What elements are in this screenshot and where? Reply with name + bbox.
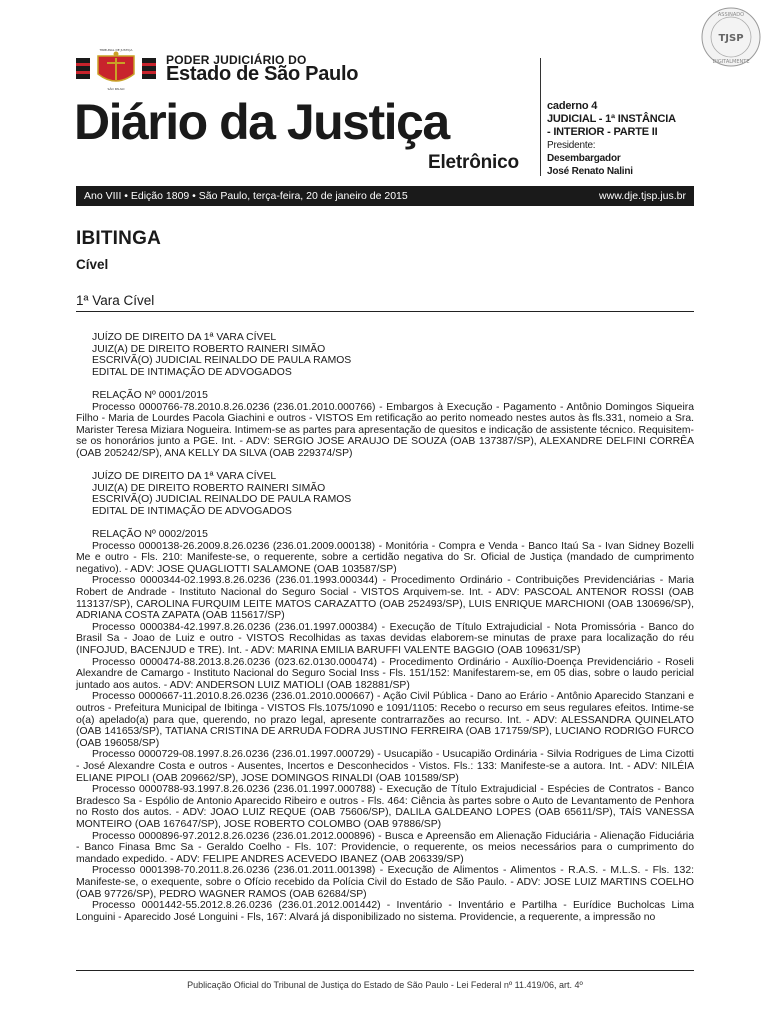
presidente-label: Presidente: — [547, 140, 596, 151]
svg-text:TJSP: TJSP — [718, 33, 744, 44]
process-entry: Processo 0000766-78.2010.8.26.0236 (236.01.2010.000766) - Embargos à Execução - Pagamento - Antônio Domingos Siqueira Filho - Maria de Lourdes Pacola Giachini e outros - VISTOS Em retificação ao perito nomeado nestes autos às fls.331, nomeio a Sra. Marister Teresa Miziara Nogueira. Intimem-se as partes para apresentação de quesitos e indicação de assistente técnico. Requisitem-se os honorários junto a PGE. Int. - ADV: SERGIO JOSE ARAUJO DE SOUZA (OAB 137387/SP), ALEXANDRE DELFINI CORRÊA (OAB 205242/SP), ANA KELLY DA SILVA (OAB 229374/SP) — [76, 401, 694, 459]
block-header-line: JUIZ(A) DE DIREITO ROBERTO RAINERI SIMÃO — [92, 343, 326, 355]
process-entry: Processo 0000896-97.2012.8.26.0236 (236.01.2012.000896) - Busca e Apreensão em Alienação Fiduciária - Alienação Fiduciária - Banco Finasa Bmc Sa - Geraldo Coelho - Fls. 107: Providencie, o requerente, os meios necessários para o cumprimento do mandado expedido. - ADV: FELIPE ANDRES ACEVEDO IBANEZ (OAB 206339/SP) — [76, 830, 694, 865]
caderno-number: caderno 4 — [547, 100, 598, 112]
process-entry: Processo 0000384-42.1997.8.26.0236 (236.01.1997.000384) - Execução de Título Extrajudicial - Nota Promissória - Banco do Brasil Sa - Joao de Luiz e outro - VISTOS Recolhidas as taxas devidas elaborem-se minutas de praxe para localização do réu (INFOJUD, BACENJUD e TRE). Int. - ADV: MARINA EMILIA BARUFFI VALENTE BAGGIO (OAB 109631/SP) — [76, 621, 694, 657]
edition-bar — [76, 186, 694, 206]
process-entry: Processo 0000344-02.1993.8.26.0236 (236.01.1993.000344) - Procedimento Ordinário - Contribuições Previdenciárias - Maria Robert de Andrade - Instituto Nacional do Seguro Social - VISTOS Arquivem-se. Int. - ADV: PASCOAL ANTENOR ROSSI (OAB 113137/SP), CAROLINA FURQUIM LEITE MATOS CARAZATTO (OAB 252493/SP), LUIS ENRIQUE MARCHIONI (OAB 130696/SP), ADRIANA COSTA ZAPATA (OAB 115617/SP) — [76, 575, 694, 622]
footer-divider — [76, 970, 694, 971]
journal-title: Diário da Justiça — [74, 94, 449, 150]
site-link[interactable]: www.dje.tjsp.jus.br — [599, 190, 686, 202]
poder-judiciario-label: PODER JUDICIÁRIO DO — [166, 53, 307, 67]
process-entry: Processo 0000788-93.1997.8.26.0236 (236.01.1997.000788) - Execução de Título Extrajudicial - Espécies de Contratos - Banco Bradesco Sa - Espólio de Antonio Aparecido Ribeiro e outros - Fls. 464: Ciência às partes sobre o Auto de Levantamento de Penhora no Rosto dos autos. - ADV: JOAO LUIZ REQUE (OAB 75606/SP), DALILA GALDEANO LOPES (OAB 65611/SP), TAÍS VANESSA MONTEIRO (OAB 167647/SP), JOSE ROBERTO COLOMBO (OAB 97886/SP) — [76, 784, 694, 830]
block-header-line: EDITAL DE INTIMAÇÃO DE ADVOGADOS — [92, 505, 292, 517]
process-entry: Processo 0000138-26.2009.8.26.0236 (236.01.2009.000138) - Monitória - Compra e Venda - Banco Itaú Sa - Ivan Sidney Bozelli Me e outro - Fls. 210: Manifeste-se, o requerente, sobre a certidão negativa do Sr. Oficial de Justiça (mandado de cumprimento negativo). - ADV: JOSE QUAGLIOTTI SALAMONE (OAB 103587/SP) — [76, 540, 694, 575]
masthead-divider — [540, 58, 541, 176]
presidente-title: Desembargador — [547, 153, 621, 164]
edition-info: Ano VIII • Edição 1809 • São Paulo, terça-feira, 20 de janeiro de 2015 — [84, 190, 408, 202]
city-heading: IBITINGA — [76, 228, 161, 249]
block-header-line: ESCRIVÃ(O) JUDICIAL REINALDO DE PAULA RAMOS — [92, 355, 352, 367]
tjsp-coat-of-arms-icon — [76, 46, 156, 92]
block-header-line: JUÍZO DE DIREITO DA 1ª VARA CÍVEL — [92, 332, 277, 343]
digital-signature-seal-icon — [700, 6, 762, 68]
footer-note: Publicação Oficial do Tribunal de Justiça do Estado de São Paulo - Lei Federal nº 11.419/06, art. 4º — [187, 980, 583, 990]
svg-text:SÃO PAULO: SÃO PAULO — [107, 87, 125, 91]
block-header-line: EDITAL DE INTIMAÇÃO DE ADVOGADOS — [92, 366, 292, 378]
process-entry: Processo 0001398-70.2011.8.26.0236 (236.01.2011.001398) - Execução de Alimentos - Alimentos - R.A.S. - M.L.S. - Fls. 132: Manifeste-se, o exequente, sobre o Ofício recebido da Polícia Civil do Estado de São Paulo. - ADV: JOSE LUIZ MARTINS COELHO (OAB 97726/SP), PEDRO WAGNER RAMOS (OAB 62684/SP) — [76, 865, 694, 900]
svg-text:DIGITALMENTE: DIGITALMENTE — [712, 59, 750, 65]
caderno-desc-2: - INTERIOR - PARTE II — [547, 126, 658, 138]
vara-heading: 1ª Vara Cível — [76, 293, 155, 308]
presidente-name: José Renato Nalini — [547, 166, 633, 177]
section-type: Cível — [76, 257, 109, 272]
publication-body — [76, 332, 694, 923]
caderno-desc-1: JUDICIAL - 1ª INSTÂNCIA — [547, 113, 676, 125]
svg-text:TRIBUNAL DE JUSTIÇA: TRIBUNAL DE JUSTIÇA — [99, 48, 133, 52]
process-entry: Processo 0001442-55.2012.8.26.0236 (236.01.2012.001442) - Inventário - Inventário e Partilha - Eurídice Bucholcas Lima Longuini - Aparecido José Longuini - Fls, 167: Alvará já disponibilizado no sistema. Providencie, a requerente, a impressão no — [76, 900, 694, 923]
process-entry: Processo 0000729-08.1997.8.26.0236 (236.01.1997.000729) - Usucapião - Usucapião Ordinária - Silvia Rodrigues de Lima Cizotti - José Alexandre Costa e outros - Ausentes, Incertos e Desconhecidos - Vistos. Fls.: 133: Manifeste-se a autora. Int. - ADV: NILÉIA ELIANE PIPOLI (OAB 209662/SP), JOSE DOMINGOS RINALDI (OAB 101589/SP) — [76, 749, 694, 784]
block-header-line: JUÍZO DE DIREITO DA 1ª VARA CÍVEL — [92, 471, 277, 483]
process-entry: Processo 0000667-11.2010.8.26.0236 (236.01.2010.000667) - Ação Civil Pública - Dano ao Erário - Antônio Aparecido Stanzani e outros - Prefeitura Municipal de Ibitinga - VISTOS Fls.1075/1090 e 1091/1105: Recebo o recurso em seus regulares efeitos. Intime-se o(a) apelado(a) para que, querendo, no prazo legal, apresente contrarrazões ao recurso. Int. - ADV: ALESSANDRA QUINELATO (OAB 141653/SP), TATIANA CRISTINA DE ARRUDA FODRA JUSTINO FERREIRA (OAB 171759/SP), LUCIANO RODRIGO FURCO (OAB 196058/SP) — [76, 691, 694, 749]
block-header-line: JUIZ(A) DE DIREITO ROBERTO RAINERI SIMÃO — [92, 482, 326, 494]
journal-subtitle: Eletrônico — [428, 152, 519, 173]
caderno-info — [547, 100, 697, 178]
estado-label: Estado de São Paulo — [166, 63, 359, 85]
vara-divider — [76, 311, 694, 312]
process-entry: Processo 0000474-88.2013.8.26.0236 (023.62.0130.000474) - Procedimento Ordinário - Auxílio-Doença Previdenciário - Roseli Alexandre de Camargo - Instituto Nacional do Seguro Social Inss - Fls. 151/152: Manifestarem-se, em 05 dias, sobre o laudo pericial juntado aos autos. - ADV: ANDERSON LUIZ MATIOLI (OAB 182881/SP) — [76, 656, 694, 691]
relacao-number: RELAÇÃO Nº 0001/2015 — [92, 389, 208, 401]
svg-text:ASSINADO: ASSINADO — [717, 12, 745, 18]
relacao-number: RELAÇÃO Nº 0002/2015 — [92, 529, 208, 541]
block-header-line: ESCRIVÃ(O) JUDICIAL REINALDO DE PAULA RAMOS — [92, 494, 352, 506]
